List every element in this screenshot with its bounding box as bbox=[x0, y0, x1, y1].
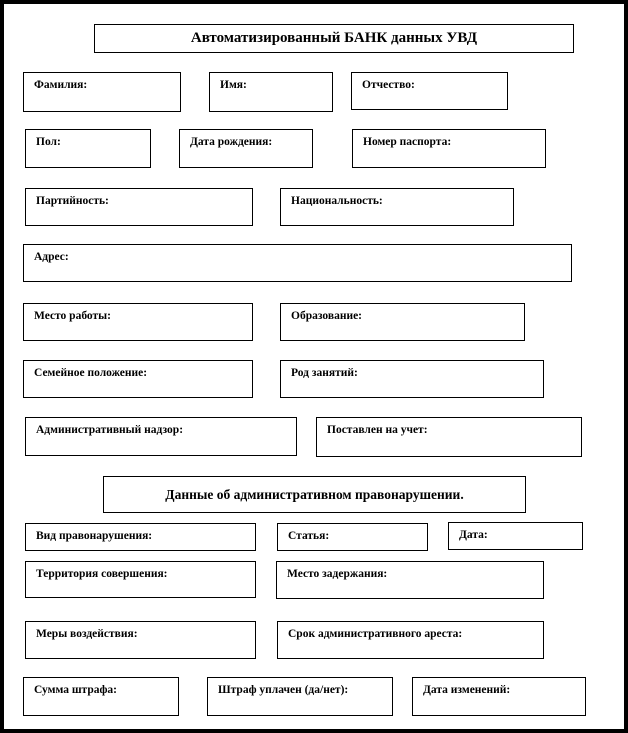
field-nationality-label: Национальность: bbox=[291, 195, 383, 207]
field-gender bbox=[25, 129, 151, 168]
field-fine-paid bbox=[207, 677, 393, 716]
field-date-label: Дата: bbox=[459, 529, 488, 541]
field-education-label: Образование: bbox=[291, 310, 363, 322]
field-surname-label: Фамилия: bbox=[34, 79, 88, 91]
field-date bbox=[448, 522, 583, 550]
field-education bbox=[280, 303, 525, 341]
field-influence-measures bbox=[25, 621, 256, 659]
field-first-name-label: Имя: bbox=[220, 79, 247, 91]
field-surname bbox=[23, 72, 181, 112]
field-changes-date bbox=[412, 677, 586, 716]
field-article bbox=[277, 523, 428, 551]
field-commission-territory-label: Территория совершения: bbox=[36, 568, 168, 580]
field-fine-amount bbox=[23, 677, 179, 716]
title-box bbox=[94, 24, 574, 53]
field-occupation-label: Род занятий: bbox=[291, 367, 358, 379]
field-administrative-supervision-label: Административный надзор: bbox=[36, 424, 184, 436]
field-passport-number bbox=[352, 129, 546, 168]
field-administrative-supervision bbox=[25, 417, 297, 456]
field-article-label: Статья: bbox=[288, 530, 330, 542]
field-party-membership-label: Партийность: bbox=[36, 195, 109, 207]
field-occupation bbox=[280, 360, 544, 398]
field-nationality bbox=[280, 188, 514, 226]
field-address-label: Адрес: bbox=[34, 251, 69, 263]
field-offense-type-label: Вид правонарушения: bbox=[36, 530, 153, 542]
field-address bbox=[23, 244, 572, 282]
field-detention-place bbox=[276, 561, 544, 599]
section-title-box bbox=[103, 476, 526, 513]
field-influence-measures-label: Меры воздействия: bbox=[36, 628, 138, 640]
field-marital-status bbox=[23, 360, 253, 398]
field-arrest-term-label: Срок административного ареста: bbox=[288, 628, 463, 640]
field-workplace-label: Место работы: bbox=[34, 310, 111, 322]
field-detention-place-label: Место задержания: bbox=[287, 568, 388, 580]
field-party-membership bbox=[25, 188, 253, 226]
field-marital-status-label: Семейное положение: bbox=[34, 367, 148, 379]
field-passport-number-label: Номер паспорта: bbox=[363, 136, 452, 148]
field-arrest-term bbox=[277, 621, 544, 659]
field-gender-label: Пол: bbox=[36, 136, 61, 148]
field-workplace bbox=[23, 303, 253, 341]
field-birth-date-label: Дата рождения: bbox=[190, 136, 273, 148]
field-patronymic-label: Отчество: bbox=[362, 79, 415, 91]
field-offense-type bbox=[25, 523, 256, 551]
field-commission-territory bbox=[25, 561, 256, 598]
field-patronymic bbox=[351, 72, 508, 110]
section-title: Данные об административном правонарушении. bbox=[165, 486, 464, 502]
field-registered bbox=[316, 417, 582, 457]
page-title: Автоматизированный БАНК данных УВД bbox=[190, 30, 478, 46]
field-changes-date-label: Дата изменений: bbox=[423, 684, 511, 696]
field-birth-date bbox=[179, 129, 313, 168]
field-registered-label: Поставлен на учет: bbox=[327, 424, 428, 436]
field-fine-paid-label: Штраф уплачен (да/нет): bbox=[218, 684, 349, 696]
field-first-name bbox=[209, 72, 333, 112]
field-fine-amount-label: Сумма штрафа: bbox=[34, 684, 118, 696]
